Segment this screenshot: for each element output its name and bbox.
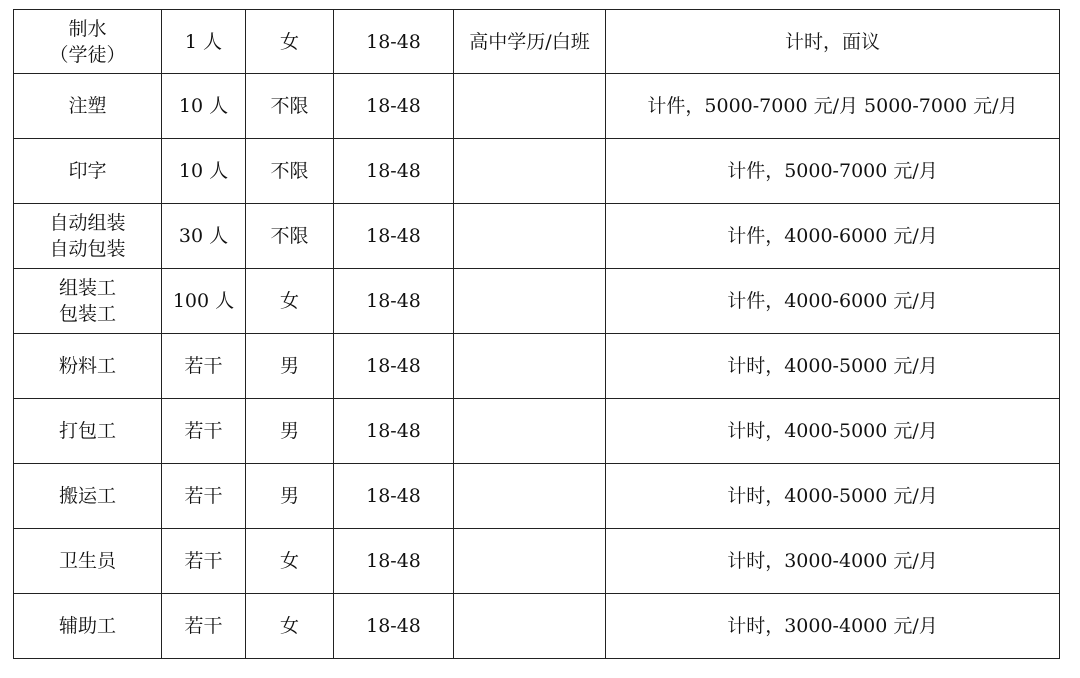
position-line: 自动包装	[49, 238, 126, 260]
position-line: 自动组装	[49, 212, 126, 234]
pay-cell: 计时，4000-5000 元/月	[606, 464, 1060, 529]
requirement-cell	[454, 399, 606, 464]
pay-cell: 计时，3000-4000 元/月	[606, 594, 1060, 659]
table-row	[14, 529, 1060, 594]
headcount-cell: 若干	[162, 594, 246, 659]
position-cell	[14, 529, 162, 594]
age-cell: 18-48	[334, 269, 454, 334]
requirement-cell	[454, 594, 606, 659]
age-cell: 18-48	[334, 594, 454, 659]
pay-cell: 计件，5000-7000 元/月 5000-7000 元/月	[606, 74, 1060, 139]
table-row	[14, 74, 1060, 139]
gender-cell: 女	[246, 529, 334, 594]
age-cell: 18-48	[334, 464, 454, 529]
position-cell	[14, 204, 162, 269]
position-line: 包装工	[58, 303, 116, 325]
pay-cell: 计件，4000-6000 元/月	[606, 269, 1060, 334]
requirement-cell	[454, 269, 606, 334]
recruitment-table	[13, 9, 1060, 659]
gender-cell: 男	[246, 334, 334, 399]
position-cell	[14, 74, 162, 139]
headcount-cell: 10 人	[162, 139, 246, 204]
headcount-cell: 1 人	[162, 10, 246, 74]
position-line: 辅助工	[58, 615, 116, 637]
position-cell	[14, 269, 162, 334]
position-cell	[14, 10, 162, 74]
table-row	[14, 399, 1060, 464]
position-cell	[14, 334, 162, 399]
position-cell	[14, 594, 162, 659]
table-row	[14, 594, 1060, 659]
headcount-cell: 100 人	[162, 269, 246, 334]
table-row	[14, 334, 1060, 399]
requirement-cell: 高中学历/白班	[454, 10, 606, 74]
age-cell: 18-48	[334, 334, 454, 399]
position-line: 制水	[68, 17, 107, 40]
table-body	[14, 10, 1060, 659]
requirement-cell	[454, 204, 606, 269]
position-line: 印字	[68, 160, 107, 182]
headcount-cell: 若干	[162, 529, 246, 594]
age-cell: 18-48	[334, 139, 454, 204]
age-cell: 18-48	[334, 74, 454, 139]
position-line: 打包工	[58, 420, 116, 442]
requirement-cell	[454, 334, 606, 399]
position-line: 搬运工	[58, 485, 116, 507]
age-cell: 18-48	[334, 10, 454, 74]
gender-cell: 不限	[246, 139, 334, 204]
requirement-cell	[454, 139, 606, 204]
pay-cell: 计时，4000-5000 元/月	[606, 399, 1060, 464]
gender-cell: 女	[246, 10, 334, 74]
pay-cell: 计时，3000-4000 元/月	[606, 529, 1060, 594]
gender-cell: 女	[246, 269, 334, 334]
position-cell	[14, 139, 162, 204]
position-line: 注塑	[68, 95, 107, 117]
age-cell: 18-48	[334, 204, 454, 269]
recruitment-table-container	[13, 9, 1059, 659]
gender-cell: 男	[246, 399, 334, 464]
pay-cell: 计时，4000-5000 元/月	[606, 334, 1060, 399]
headcount-cell: 若干	[162, 464, 246, 529]
table-row	[14, 464, 1060, 529]
requirement-cell	[454, 464, 606, 529]
gender-cell: 不限	[246, 74, 334, 139]
pay-cell: 计件，4000-6000 元/月	[606, 204, 1060, 269]
position-line: 组装工	[58, 277, 116, 299]
age-cell: 18-48	[334, 529, 454, 594]
pay-cell: 计件，5000-7000 元/月	[606, 139, 1060, 204]
table-row	[14, 139, 1060, 204]
table-row	[14, 269, 1060, 334]
pay-cell: 计时，面议	[606, 10, 1060, 74]
requirement-cell	[454, 529, 606, 594]
position-cell	[14, 399, 162, 464]
position-cell	[14, 464, 162, 529]
headcount-cell: 30 人	[162, 204, 246, 269]
age-cell: 18-48	[334, 399, 454, 464]
headcount-cell: 10 人	[162, 74, 246, 139]
table-row	[14, 10, 1060, 74]
headcount-cell: 若干	[162, 334, 246, 399]
gender-cell: 女	[246, 594, 334, 659]
position-line: 卫生员	[58, 550, 116, 572]
headcount-cell: 若干	[162, 399, 246, 464]
gender-cell: 男	[246, 464, 334, 529]
table-row	[14, 204, 1060, 269]
requirement-cell	[454, 74, 606, 139]
position-line: （学徒）	[49, 43, 126, 66]
position-line: 粉料工	[58, 355, 116, 377]
gender-cell: 不限	[246, 204, 334, 269]
